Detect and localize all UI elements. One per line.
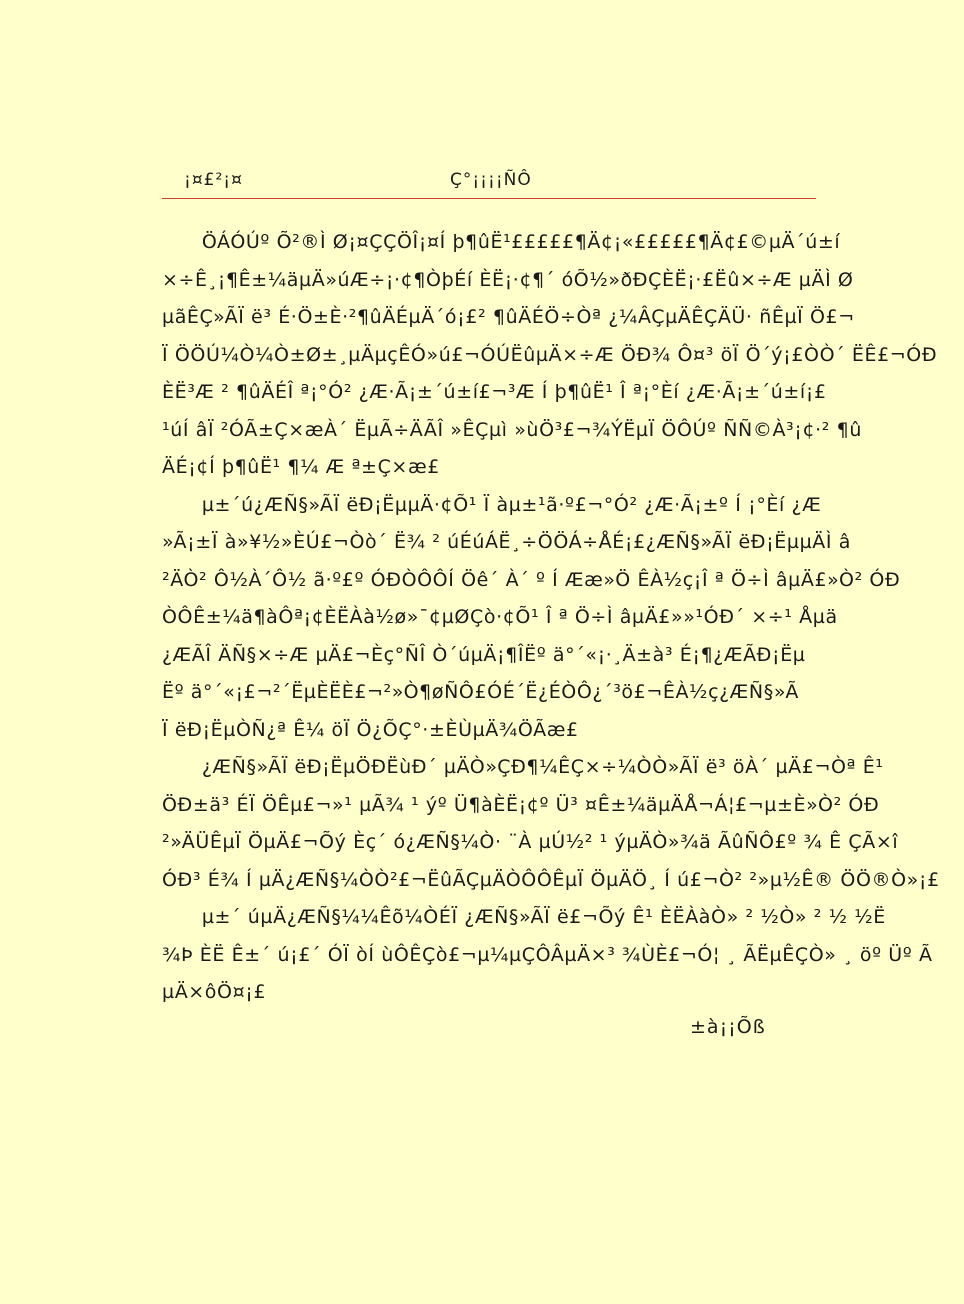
page-number: ¡¤£²¡¤ [184,170,243,190]
running-title: Ç°¡¡¡¡ÑÔ [450,170,532,190]
text-line: ÖÁÓÚº Õ²®Ì Ø¡¤ÇÇÖÎ¡¤Í þ¶ûË¹£££££¶Ä¢¡«£££££¶Ä¢£©µÄ´ú±í [162,231,841,253]
signature: ±à¡¡Õß [690,1016,766,1038]
text-line: ÖÐ±ä³ ÉÏ ÖÊµ£¬»¹ µÃ¾ ¹ ýº Ü¶àÈË¡¢º Ü³ ¤Ê±¼äµÄÅ¬Á¦£¬µ±È»Ò² ÓÐ [162,793,880,816]
text-line: ÓÐ³ É¾ Í µÄ¿ÆÑ§¼ÒÒ²£¬ËûÃÇµÄÒÔÔÊµÏ ÖµÄÖ¸ Í ú£¬Ò² ²»µ½Ê® ÖÖ®Ò»¡£ [162,868,940,891]
text-line: Ï ÖÖÚ¼Ò¼Ò±Ø±¸µÄµçÊÓ»ú£¬ÓÚËûµÄ×÷Æ ÖÐ¾ Ô¤³ öÏ Ö´ý¡£ÒÒ´ ËÊ£¬ÓÐ [162,343,938,366]
text-line: ¾Þ ÈË Ê±´ ú¡£´ ÓÏ òÍ ùÔÊÇò£¬µ¼µÇÔÂµÄ×³ ¾ÙÈ£¬Ó¦ ¸ ÃËµÊÇÒ» ¸ öº Üº Ã [162,943,933,966]
text-line: µãÊÇ»ÃÏ ë³ É·Ö±È·²¶ûÄÉµÄ´ó¡£² ¶ûÄÉÖ÷Òª ¿¼ÂÇµÄÊÇÄÜ· ñÊµÏ Ö£¬ [162,306,855,328]
text-line: ²ÄÒ² Ô½À´Ô½ ã·º£º ÓÐÒÔÔÍ Öê´ À´ º Í Ææ»Ö ÊÀ½ç¡Î ª Ö÷Ì âµÄ£»Ò² ÓÐ [162,568,901,591]
text-line: ÄÉ¡¢Í þ¶ûË¹ ¶¼ Æ ª±Ç×æ£ [162,456,440,478]
text-line: ×÷Ê¸¡¶Ê±¼äµÄ»úÆ÷¡·¢¶ÒþÉí ÈË¡·¢¶´ óÕ½»ðÐÇÈË¡·£Ëû×÷Æ µÄÌ Ø [162,268,854,291]
text-line: ²»ÄÜÊµÏ ÖµÄ£¬Õý Èç´ ó¿ÆÑ§¼Ò· ¨À µÚ½² ¹ ýµÄÒ»¾ä ÃûÑÔ£º ¾ Ê ÇÃ×î [162,831,899,853]
text-line: µÄ×ôÖ¤¡£ [162,981,267,1003]
text-line: ¿ÆÑ§»ÃÏ ëÐ¡ËµÖÐËùÐ´ µÄÒ»ÇÐ¶¼ÊÇ×÷¼ÒÒ»ÃÏ ë³ öÀ´ µÄ£¬Òª Ê¹ [162,756,884,778]
text-line: ¹úÍ âÏ ²ÓÃ±Ç×æÀ´ ËµÃ÷ÄÃÎ »ÊÇµì »ùÖ³£¬¾ÝËµÏ ÖÔÚº ÑÑ©À³¡¢·² ¶û [162,418,862,441]
header-rule [162,198,816,199]
page-header [162,166,816,196]
body-text [162,224,940,1012]
text-line: »Ã¡±Ï à»¥½»ÈÚ£¬Òò´ Ë¾ ² úÉúÁË¸÷ÖÖÁ÷ÅÉ¡£¿ÆÑ§»ÃÏ ëÐ¡ËµµÄÌ â [162,531,851,553]
text-line: ÒÔÊ±¼ä¶àÔª¡¢ÈËÀà½ø»¯¢µØÇò·¢Õ¹ Î ª Ö÷Ì âµÄ£»»¹ÓÐ´ ×÷¹ Åµä [162,606,838,628]
text-line: ÈË³Æ ² ¶ûÄÉÎ ª¡°Ó² ¿Æ·Ã¡±´ú±í£¬³Æ Í þ¶ûË¹ Î ª¡°Èí ¿Æ·Ã¡±´ú±í¡£ [162,381,827,403]
text-line: Ëº ä°´«¡£¬²´ËµÈËÈ£¬²»Ò¶øÑÔ£ÓÉ´Ë¿ÉÒÔ¿´³ö£¬ÊÀ½ç¿ÆÑ§»Ã [162,681,799,703]
text-line: µ±´ú¿ÆÑ§»ÃÏ ëÐ¡ËµµÄ·¢Õ¹ Ï àµ±¹ã·º£¬°Ó² ¿Æ·Ã¡±º Í ¡°Èí ¿Æ [162,493,822,516]
text-line: ¿ÆÃÎ ÄÑ§×÷Æ µÄ£¬Èç°ÑÎ Ò´úµÄ¡¶ÎËº ä°´«¡·¸Ä±à³ É¡¶¿ÆÃÐ¡Ëµ [162,643,806,666]
text-line: µ±´ úµÄ¿ÆÑ§¼¼Êõ¼ÒÉÏ ¿ÆÑ§»ÃÏ ë£¬Õý Ê¹ ÈËÀàÒ» ² ½Ò» ² ½ ½Ë [162,906,886,928]
text-line: Ï ëÐ¡ËµÒÑ¿ª Ê¼ öÏ Ö¿ÕÇ°·±ÈÙµÄ¾ÖÃæ£ [162,718,579,741]
